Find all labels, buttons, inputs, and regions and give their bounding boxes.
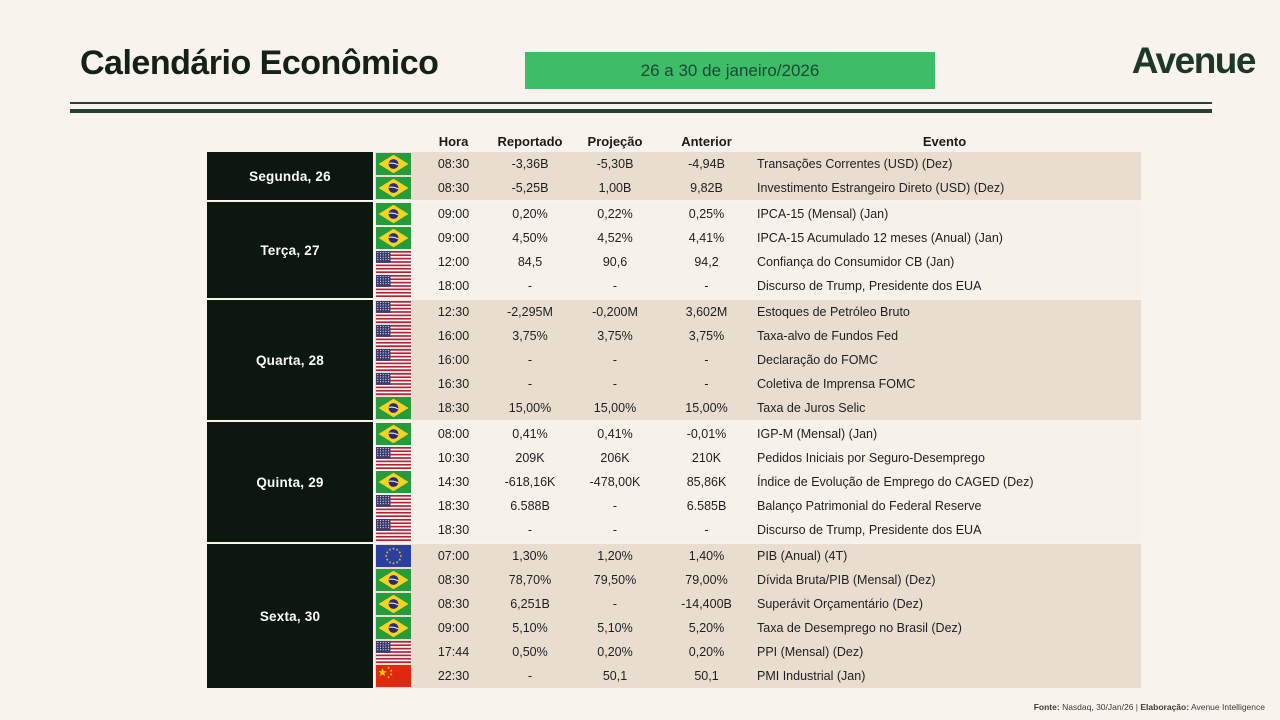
anterior-cell: -	[704, 523, 709, 537]
reportado-cell: 78,70%	[508, 573, 552, 587]
footer-separator: |	[1135, 702, 1139, 712]
anterior-cell: 5,20%	[688, 621, 725, 635]
day-group	[207, 300, 1141, 420]
evento-cell: IPCA-15 (Mensal) (Jan)	[757, 207, 889, 221]
event-row	[373, 372, 1141, 396]
european-union-flag-icon	[373, 544, 412, 568]
projecao-cell: -	[612, 499, 618, 513]
brazil-flag-icon	[373, 470, 412, 494]
brazil-flag-icon	[373, 152, 412, 176]
event-row	[373, 202, 1141, 226]
projecao-cell: -478,00K	[589, 475, 641, 489]
event-row	[373, 274, 1141, 298]
evento-cell: Confiança do Consumidor CB (Jan)	[757, 255, 955, 269]
day-group	[207, 202, 1141, 298]
evento-cell: Investimento Estrangeiro Direto (USD) (Dez)	[757, 181, 1005, 195]
brazil-flag-icon	[373, 176, 412, 200]
brazil-flag-icon	[373, 422, 412, 446]
usa-flag-icon	[373, 446, 412, 470]
event-row	[373, 226, 1141, 250]
day-label: Sexta, 30	[207, 544, 373, 688]
page-title: Calendário Econômico	[80, 44, 439, 82]
reportado-cell: -	[527, 377, 533, 391]
anterior-cell: -	[704, 279, 709, 293]
anterior-cell: 6.585B	[686, 499, 727, 513]
day-group	[207, 152, 1141, 200]
projecao-cell: 206K	[600, 451, 630, 465]
reportado-cell: -	[527, 353, 533, 367]
reportado-cell: 1,30%	[512, 549, 548, 563]
event-row	[373, 152, 1141, 176]
column-header-projecao: Projeção	[587, 134, 643, 149]
column-header-reportado: Reportado	[497, 134, 563, 149]
anterior-cell: 3,75%	[688, 329, 725, 343]
event-row	[373, 176, 1141, 200]
event-row	[373, 494, 1141, 518]
projecao-cell: 0,22%	[597, 207, 633, 221]
projecao-cell: 1,20%	[597, 549, 633, 563]
hora-cell: 09:00	[437, 621, 470, 635]
hora-cell: 18:00	[437, 279, 470, 293]
reportado-cell: -618,16K	[504, 475, 556, 489]
reportado-cell: -	[527, 669, 533, 683]
projecao-cell: -5,30B	[596, 157, 634, 171]
elaboracao-label: Elaboração:	[1140, 702, 1190, 712]
evento-cell: PMI Industrial (Jan)	[757, 669, 866, 683]
evento-cell: Taxa de Desemprego no Brasil (Dez)	[757, 621, 962, 635]
anterior-cell: 94,2	[694, 255, 719, 269]
projecao-cell: -	[612, 353, 618, 367]
anterior-cell: 85,86K	[686, 475, 727, 489]
hora-cell: 08:30	[437, 597, 470, 611]
reportado-cell: -3,36B	[511, 157, 549, 171]
evento-cell: Dívida Bruta/PIB (Mensal) (Dez)	[757, 573, 936, 587]
projecao-cell: 0,41%	[597, 427, 633, 441]
hora-cell: 09:00	[437, 231, 470, 245]
header-divider-thin	[70, 102, 1212, 104]
reportado-cell: 3,75%	[512, 329, 548, 343]
evento-cell: Transações Correntes (USD) (Dez)	[757, 157, 953, 171]
evento-cell: PIB (Anual) (4T)	[757, 549, 848, 563]
anterior-cell: 79,00%	[685, 573, 728, 587]
anterior-cell: 50,1	[694, 669, 719, 683]
projecao-cell: -0,200M	[592, 305, 638, 319]
hora-cell: 22:30	[437, 669, 470, 683]
brazil-flag-icon	[373, 616, 412, 640]
anterior-cell: -4,94B	[688, 157, 725, 171]
usa-flag-icon	[373, 250, 412, 274]
reportado-cell: 6.588B	[510, 499, 550, 513]
evento-cell: PPI (Mensal) (Dez)	[757, 645, 864, 659]
projecao-cell: 4,52%	[597, 231, 633, 245]
calendar-table-body	[207, 152, 1141, 690]
fonte-label: Fonte:	[1033, 702, 1060, 712]
evento-cell: Discurso de Trump, Presidente dos EUA	[757, 523, 982, 537]
hora-cell: 16:30	[437, 377, 470, 391]
brazil-flag-icon	[373, 568, 412, 592]
projecao-cell: 90,6	[602, 255, 628, 269]
anterior-cell: -	[704, 377, 709, 391]
hora-cell: 16:00	[437, 353, 470, 367]
anterior-cell: 0,20%	[688, 645, 725, 659]
projecao-cell: 79,50%	[593, 573, 637, 587]
reportado-cell: 84,5	[517, 255, 543, 269]
day-label: Quinta, 29	[207, 422, 373, 542]
day-label: Segunda, 26	[207, 152, 373, 200]
event-row	[373, 348, 1141, 372]
event-row	[373, 544, 1141, 568]
column-header-anterior: Anterior	[681, 134, 732, 149]
evento-cell: Balanço Patrimonial do Federal Reserve	[757, 499, 982, 513]
evento-cell: Taxa de Juros Selic	[757, 401, 866, 415]
projecao-cell: 50,1	[602, 669, 628, 683]
hora-cell: 16:00	[437, 329, 470, 343]
day-group	[207, 422, 1141, 542]
projecao-cell: 1,00B	[598, 181, 632, 195]
table-header-row	[207, 131, 1141, 152]
hora-cell: 17:44	[437, 645, 470, 659]
evento-cell: Superávit Orçamentário (Dez)	[757, 597, 924, 611]
projecao-cell: -	[612, 279, 618, 293]
projecao-cell: 15,00%	[593, 401, 637, 415]
reportado-cell: 0,20%	[512, 207, 548, 221]
hora-cell: 18:30	[437, 401, 470, 415]
usa-flag-icon	[373, 274, 412, 298]
evento-cell: Coletiva de Imprensa FOMC	[757, 377, 916, 391]
projecao-cell: -	[612, 377, 618, 391]
evento-cell: Discurso de Trump, Presidente dos EUA	[757, 279, 982, 293]
event-row	[373, 446, 1141, 470]
usa-flag-icon	[373, 348, 412, 372]
reportado-cell: 0,41%	[512, 427, 548, 441]
reportado-cell: 209K	[515, 451, 545, 465]
projecao-cell: 0,20%	[597, 645, 633, 659]
evento-cell: Índice de Evolução de Emprego do CAGED (Dez)	[757, 475, 1034, 489]
usa-flag-icon	[373, 494, 412, 518]
avenue-logo: Avenue	[1131, 40, 1255, 81]
anterior-cell: 4,41%	[688, 231, 725, 245]
event-row	[373, 616, 1141, 640]
hora-cell: 08:00	[437, 427, 470, 441]
event-row	[373, 396, 1141, 420]
anterior-cell: -0,01%	[686, 427, 727, 441]
anterior-cell: -14,400B	[681, 597, 732, 611]
hora-cell: 08:30	[437, 181, 470, 195]
hora-cell: 12:00	[437, 255, 470, 269]
hora-cell: 09:00	[437, 207, 470, 221]
reportado-cell: 0,50%	[512, 645, 548, 659]
anterior-cell: 15,00%	[685, 401, 728, 415]
hora-cell: 10:30	[437, 451, 470, 465]
event-row	[373, 470, 1141, 494]
projecao-cell: 5,10%	[597, 621, 633, 635]
column-header-spacer	[207, 131, 412, 152]
usa-flag-icon	[373, 640, 412, 664]
reportado-cell: 5,10%	[512, 621, 548, 635]
event-row	[373, 250, 1141, 274]
fonte-value: Nasdaq, 30/Jan/26	[1062, 702, 1134, 712]
hora-cell: 18:30	[437, 499, 470, 513]
reportado-cell: -2,295M	[507, 305, 553, 319]
column-header-hora: Hora	[438, 134, 469, 149]
projecao-cell: 3,75%	[597, 329, 633, 343]
china-flag-icon	[373, 664, 412, 688]
date-range-banner	[525, 52, 935, 89]
reportado-cell: -5,25B	[511, 181, 549, 195]
event-row	[373, 518, 1141, 542]
reportado-cell: -	[527, 279, 533, 293]
date-range-label: 26 a 30 de janeiro/2026	[640, 60, 820, 80]
event-row	[373, 592, 1141, 616]
hora-cell: 08:30	[437, 573, 470, 587]
anterior-cell: 0,25%	[688, 207, 725, 221]
hora-cell: 18:30	[437, 523, 470, 537]
footer-credit	[1034, 702, 1265, 712]
brazil-flag-icon	[373, 202, 412, 226]
evento-cell: Pedidos Iniciais por Seguro-Desemprego	[757, 451, 985, 465]
anterior-cell: 1,40%	[688, 549, 725, 563]
day-group	[207, 544, 1141, 688]
header-divider-thick	[70, 109, 1212, 113]
reportado-cell: 6,251B	[510, 597, 550, 611]
event-row	[373, 300, 1141, 324]
projecao-cell: -	[612, 597, 618, 611]
usa-flag-icon	[373, 300, 412, 324]
evento-cell: IPCA-15 Acumulado 12 meses (Anual) (Jan)	[757, 231, 1003, 245]
event-row	[373, 324, 1141, 348]
day-label: Quarta, 28	[207, 300, 373, 420]
anterior-cell: -	[704, 353, 709, 367]
brazil-flag-icon	[373, 592, 412, 616]
evento-cell: Estoques de Petróleo Bruto	[757, 305, 910, 319]
event-row	[373, 568, 1141, 592]
usa-flag-icon	[373, 372, 412, 396]
evento-cell: Taxa-alvo de Fundos Fed	[757, 329, 899, 343]
brazil-flag-icon	[373, 396, 412, 420]
event-row	[373, 664, 1141, 688]
evento-cell: IGP-M (Mensal) (Jan)	[757, 427, 878, 441]
projecao-cell: -	[612, 523, 618, 537]
hora-cell: 12:30	[437, 305, 470, 319]
reportado-cell: 15,00%	[508, 401, 552, 415]
hora-cell: 08:30	[437, 157, 470, 171]
anterior-cell: 9,82B	[690, 181, 723, 195]
usa-flag-icon	[373, 518, 412, 542]
event-row	[373, 640, 1141, 664]
hora-cell: 07:00	[437, 549, 470, 563]
elaboracao-value: Avenue Intelligence	[1190, 702, 1265, 712]
hora-cell: 14:30	[437, 475, 470, 489]
usa-flag-icon	[373, 324, 412, 348]
evento-cell: Declaração do FOMC	[757, 353, 878, 367]
day-label: Terça, 27	[207, 202, 373, 298]
column-header-evento: Evento	[922, 134, 967, 149]
anterior-cell: 210K	[691, 451, 722, 465]
event-row	[373, 422, 1141, 446]
anterior-cell: 3,602M	[685, 305, 728, 319]
reportado-cell: -	[527, 523, 533, 537]
brazil-flag-icon	[373, 226, 412, 250]
reportado-cell: 4,50%	[512, 231, 548, 245]
